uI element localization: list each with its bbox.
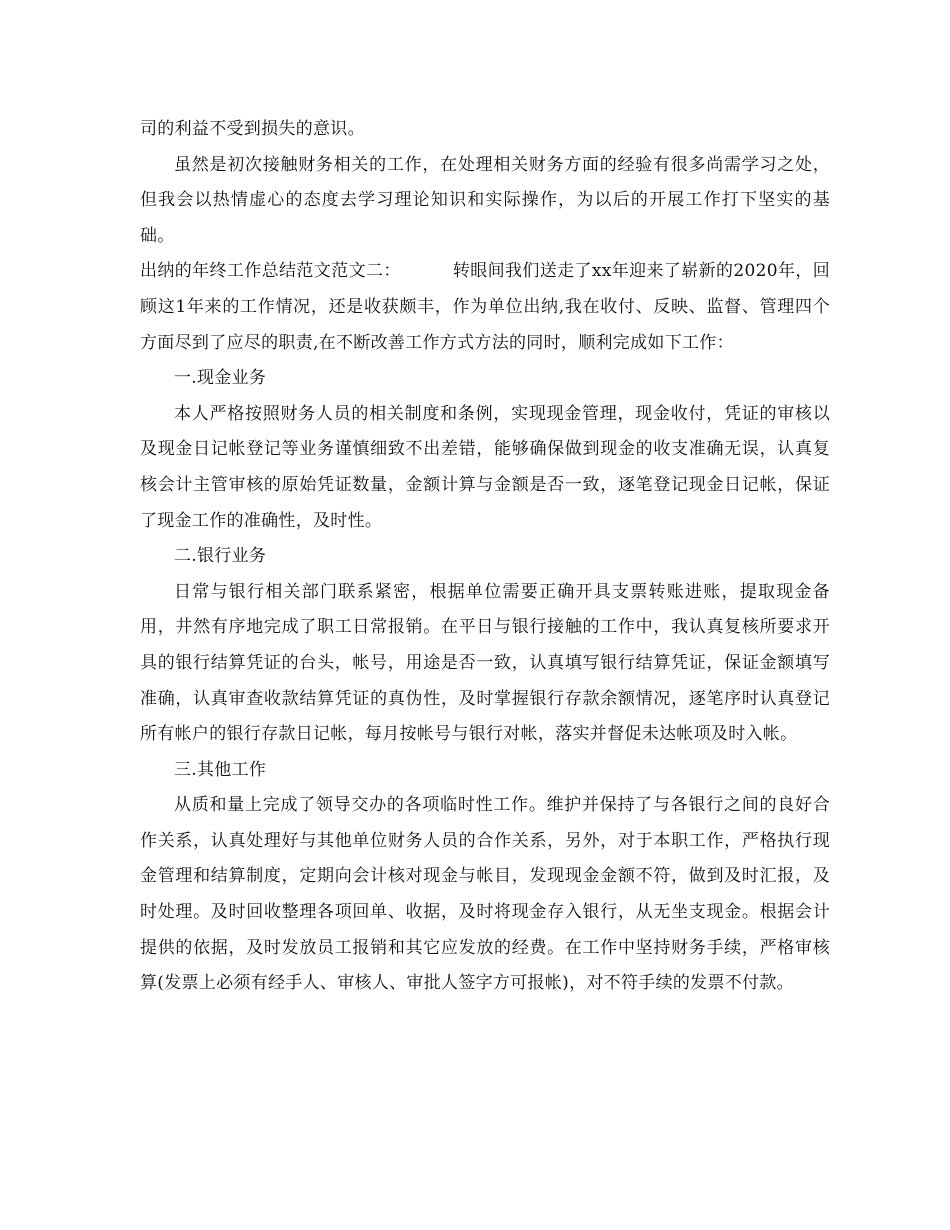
section-two-body: 转眼间我们送走了xx年迎来了崭新的2020年，回顾这1年来的工作情况，还是收获颇丰，作为单位出纳,我在收付、反映、监督、管理四个方面尽到了应尽的职责,在不断改善工作方式方法的同时，顺利完成如下工作： bbox=[140, 261, 831, 353]
paragraph-intro: 虽然是初次接触财务相关的工作，在处理相关财务方面的经验有很多尚需学习之处，但我会以热情虚心的态度去学习理论知识和实际操作，为以后的开展工作打下坚实的基础。 bbox=[140, 154, 830, 246]
document-body bbox=[140, 112, 830, 1002]
heading-cash-business: 一.现金业务 bbox=[174, 368, 267, 389]
section-title: 出纳的年终工作总结范文范文二： bbox=[140, 261, 401, 282]
paragraph-other-work: 从质和量上完成了领导交办的各项临时性工作。维护并保持了与各银行之间的良好合作关系，认真处理好与其他单位财务人员的合作关系，另外，对于本职工作，严格执行现金管理和结算制度，定期向会计核对现金与帐目，发现现金金额不符，做到及时汇报，及时处理。及时回收整理各项回单、收据，及时将现金存入银行，从无坐支现金。根据会计提供的依据，及时发放员工报销和其它应发放的经费。在工作中坚持财务手续，严格审核算(发票上必须有经手人、审核人、审批人签字方可报帐)，对不符手续的发票不付款。 bbox=[140, 795, 830, 994]
paragraph-continuation: 司的利益不受到损失的意识。 bbox=[140, 119, 365, 139]
paragraph-bank-business: 日常与银行相关部门联系紧密，根据单位需要正确开具支票转账进账，提取现金备用，井然有序地完成了职工日常报销。在平日与银行接触的工作中，我认真复核所要求开具的银行结算凭证的台头，帐号，用途是否一致，认真填写银行结算凭证，保证金额填写准确，认真审查收款结算凭证的真伪性，及时掌握银行存款余额情况，逐笔序时认真登记所有帐户的银行存款日记帐，每月按帐号与银行对帐，落实并督促未达帐项及时入帐。 bbox=[140, 581, 830, 745]
heading-bank-business: 二.银行业务 bbox=[174, 546, 267, 567]
heading-other-work: 三.其他工作 bbox=[174, 759, 267, 780]
paragraph-section-two bbox=[140, 254, 830, 361]
paragraph-cash-business: 本人严格按照财务人员的相关制度和条例，实现现金管理，现金收付，凭证的审核以及现金日记帐登记等业务谨慎细致不出差错，能够确保做到现金的收支准确无误，认真复核会计主管审核的原始凭证数量，金额计算与金额是否一致，逐笔登记现金日记帐，保证了现金工作的准确性，及时性。 bbox=[140, 403, 830, 531]
